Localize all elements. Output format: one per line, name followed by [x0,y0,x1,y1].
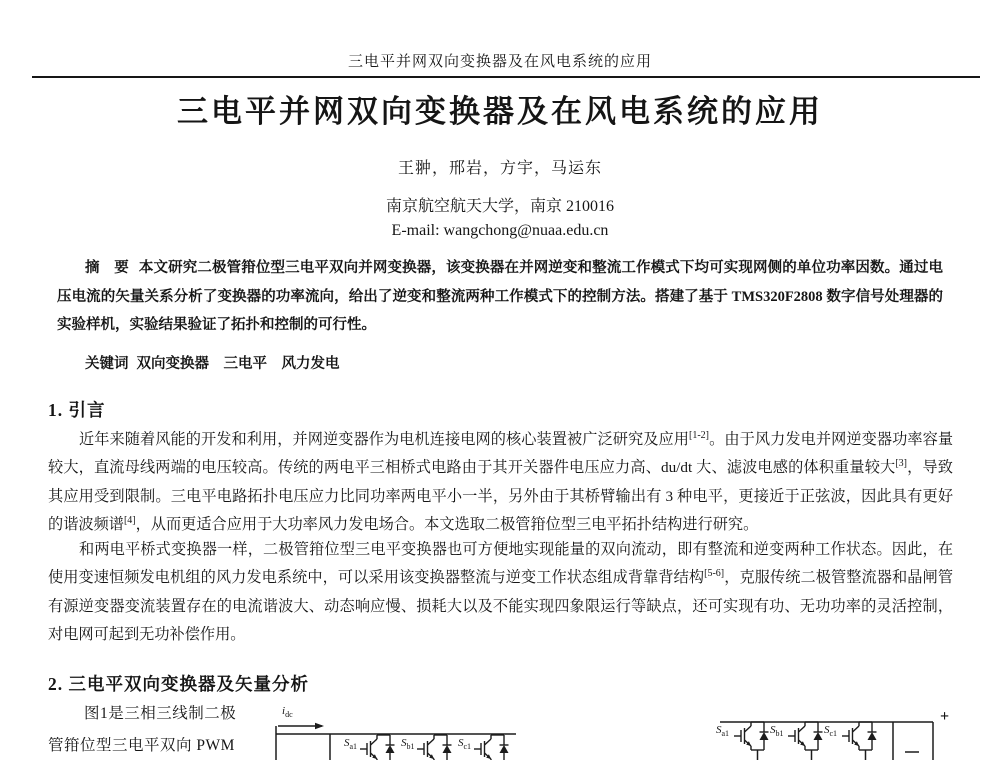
running-head: 三电平并网双向变换器及在风电系统的应用 [347,54,652,70]
paragraph-text: ，克服传统二极管整流器和晶闸管有源逆变器变流装置存在的电流谐波大、动态响应慢、损耗大以及不能实现四象限运行等缺点，还可实现有功、无功功率的灵活控制，对电网可起到无功补偿作用。 [48,569,954,644]
switch-subscript: b1 [406,742,415,752]
switch-label [770,725,784,739]
ref-citation: [3] [895,458,908,470]
switch-subscript: b1 [775,729,784,739]
switch-label [824,725,837,739]
switch-symbol: S [824,724,830,736]
figure-intro-line-2: 管箝位型三电平双向 PWM [48,737,235,754]
switch-subscript: c1 [463,742,472,752]
paragraph-text: 。由于风力发电并网逆变器功率容量较大，直流母线两端的电压较高。传统的两电平三相桥式电路由于其开关器件电压应力高、du/dt 大、滤波电感的体积重量较大 [48,431,953,477]
abstract-text: 本文研究二极管箝位型三电平双向并网变换器，该变换器在并网逆变和整流工作模式下均可实现网侧的单位功率因数。通过电压电流的矢量关系分析了变换器的功率流向，给出了逆变和整流两种工作模式下的控制方法。搭建了基于 TMS320F2808 数字信号处理器的实验样机，实验结果验证了拓扑和控制的可行性。 [57,260,944,333]
affiliation-line: 南京航空航天大学，南京 210016 [385,198,614,215]
email-line: E-mail: wangchong@nuaa.edu.cn [391,222,609,239]
figure-intro-text [48,698,286,760]
paper-title: 三电平并网双向变换器及在风电系统的应用 [177,94,823,129]
switch-label [344,738,357,752]
dc-bus-plus-label: + [940,708,950,725]
switch-subscript: a1 [721,729,730,739]
switch-label [716,725,729,739]
dc-current-symbol: i [282,705,286,717]
paragraph-text: ，导致其应用受到限制。三电平电路拓扑电压应力比同功率两电平小一半，另外由于其桥臂输出有 3 种电平，更接近于正弦波，因此具有更好的谐波频谱 [48,459,953,534]
switch-symbol: S [401,737,407,749]
switch-subscript: a1 [349,742,358,752]
ref-citation: [5-6] [704,568,725,580]
keywords-block [57,352,943,373]
abstract-block [57,254,943,340]
paragraph-text: ，从而更适合应用于大功率风力发电场合。本文选取二极管箝位型三电平拓扑结构进行研究。 [135,516,759,534]
section-1-heading: 1. 引言 [48,400,106,420]
switch-symbol: S [770,724,776,736]
paragraph-text: 和两电平桥式变换器一样，二极管箝位型三电平变换器也可方便地实现能量的双向流动，即有整流和逆变两种工作状态。因此，在使用变速恒频发电机组的风力发电系统中，可以采用该变换器整流与逆变工作状态组成背靠背结构 [48,541,953,587]
switch-symbol: S [344,737,350,749]
switch-symbol: S [458,737,464,749]
intro-paragraph-1 [48,426,953,540]
keywords-text: 双向变换器 三电平 风力发电 [136,356,340,372]
figure-intro-line-1: 图1是三相三线制二极 [84,705,237,722]
authors-line: 王翀，邢岩，方宇，马运东 [397,160,602,177]
paragraph-text: 近年来随着风能的开发和利用，并网逆变器作为电机连接电网的核心装置被广泛研究及应用 [79,431,689,448]
abstract-label: 摘 要 [85,260,129,276]
switch-subscript: c1 [829,729,838,739]
keywords-label: 关键词 [85,356,129,372]
intro-paragraph-2 [48,536,953,650]
dc-current-subscript: dc [285,710,293,720]
dc-current-label [282,706,293,720]
switch-label [458,738,471,752]
ref-citation: [1-2] [689,429,709,441]
circuit-wires-and-devices [268,698,980,760]
ref-citation: [4] [123,515,136,527]
section-2-heading: 2. 三电平双向变换器及矢量分析 [48,674,309,694]
switch-symbol: S [716,724,722,736]
switch-label [401,738,415,752]
figure-1-circuit-fragment [268,698,980,760]
header-rule [32,76,980,78]
